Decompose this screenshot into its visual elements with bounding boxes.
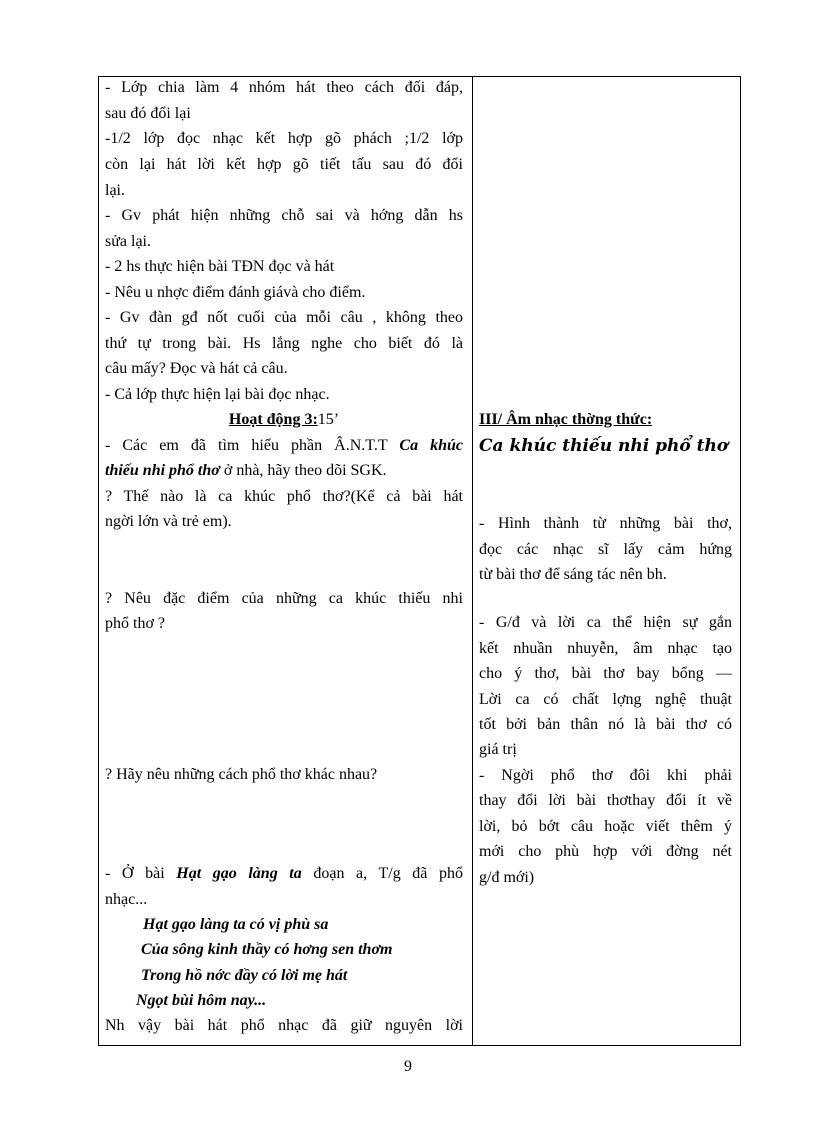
right-line: - Ngời phổ thơ đôi khi phải: [479, 767, 732, 784]
left-line: ? Hãy nêu những cách phổ thơ khác nhau?: [105, 766, 378, 783]
text-run: ở nhà, hãy theo dõi SGK.: [219, 462, 387, 479]
left-line: - Gv đàn gđ nốt cuối của mỗi câu , không theo: [105, 309, 463, 326]
left-line: lại.: [105, 182, 125, 199]
left-line: ngời lớn và trẻ em).: [105, 513, 232, 530]
activity-heading: Hoạt động 3:: [228, 411, 318, 428]
right-line: tốt bởi bản thân nó là bài thơ có: [479, 716, 732, 733]
activity-heading-line: [105, 410, 463, 430]
right-line: kết nhuần nhuyễn, âm nhạc tạo: [479, 640, 732, 657]
right-line: thay đổi lời bài thơthay đổi ít về: [479, 792, 732, 809]
activity-time: 15’: [317, 411, 340, 428]
left-line: ? Nêu đặc điểm của những ca khúc thiếu nhi: [105, 590, 463, 607]
text-run: Ca khúc: [399, 437, 464, 454]
left-line: - 2 hs thực hiện bài TĐN đọc và hát: [105, 258, 335, 275]
left-line: sửa lại.: [105, 233, 151, 250]
section-heading: III/ Âm nhạc thờng thức:: [479, 411, 653, 428]
left-line: sau đó đổi lại: [105, 105, 191, 122]
left-line: [105, 436, 463, 456]
left-line: [105, 864, 463, 884]
poem-line: Ngọt bùi hôm nay...: [136, 992, 267, 1009]
left-line: -1/2 lớp đọc nhạc kết hợp gõ phách ;1/2 lớp: [105, 130, 463, 147]
left-line: thứ tự trong bài. Hs lắng nghe cho biết đó là: [105, 335, 463, 352]
text-run: Hạt gạo làng ta: [176, 865, 302, 882]
poem-line: Hạt gạo làng ta có vị phù sa: [143, 916, 329, 933]
left-line: - Lớp chia làm 4 nhóm hát theo cách đối đáp,: [105, 79, 463, 96]
right-line: Lời ca có chất lợng nghệ thuật: [479, 691, 732, 708]
left-line: còn lại hát lời kết hợp gõ tiết tấu sau đó đổi: [105, 156, 463, 173]
poem-line: Của sông kinh thầy có hơng sen thơm: [141, 941, 393, 958]
text-run: thiếu nhi phổ thơ: [105, 462, 220, 479]
right-line: mới cho phù hợp với đờng nét: [479, 843, 732, 860]
left-line: câu mấy? Đọc và hát cả câu.: [105, 360, 288, 377]
left-line: phổ thơ ?: [105, 615, 166, 632]
right-line: giá trị: [479, 741, 517, 758]
text-run: - Ở bài: [105, 865, 177, 882]
page-number: 9: [404, 1058, 412, 1075]
right-line: - G/đ và lời ca thể hiện sự gắn: [479, 614, 732, 631]
text-run: - Các em đã tìm hiểu phần Â.N.T.T: [105, 437, 400, 454]
right-line: cho ý thơ, bài thơ bay bổng —: [479, 665, 732, 682]
column-divider: [472, 76, 473, 1046]
right-line: - Hình thành từ những bài thơ,: [479, 515, 732, 532]
section-subheading: Ca khúc thiếu nhi phổ thơ: [479, 436, 729, 456]
right-line: lời, bỏ bớt câu hoặc viết thêm ý: [479, 818, 732, 835]
left-line: nhạc...: [105, 891, 148, 908]
left-line: - Gv phát hiện những chỗ sai và hớng dẫn hs: [105, 207, 463, 224]
left-line: [105, 461, 463, 481]
text-run: đoạn a, T/g đã phổ: [301, 865, 464, 882]
left-line: Nh vậy bài hát phổ nhạc đã giữ nguyên lời: [105, 1017, 463, 1034]
right-line: đọc các nhạc sĩ lấy cảm hứng: [479, 541, 732, 558]
right-line: g/đ mới): [479, 869, 535, 886]
right-line: từ bài thơ để sáng tác nên bh.: [479, 566, 667, 583]
poem-line: Trong hồ nớc đầy có lời mẹ hát: [141, 967, 348, 984]
left-line: - Cả lớp thực hiện lại bài đọc nhạc.: [105, 386, 330, 403]
left-line: ? Thế nào là ca khúc phổ thơ?(Kể cả bài hát: [105, 488, 463, 505]
left-line: - Nêu u nhợc điểm đánh giávà cho điểm.: [105, 284, 366, 301]
